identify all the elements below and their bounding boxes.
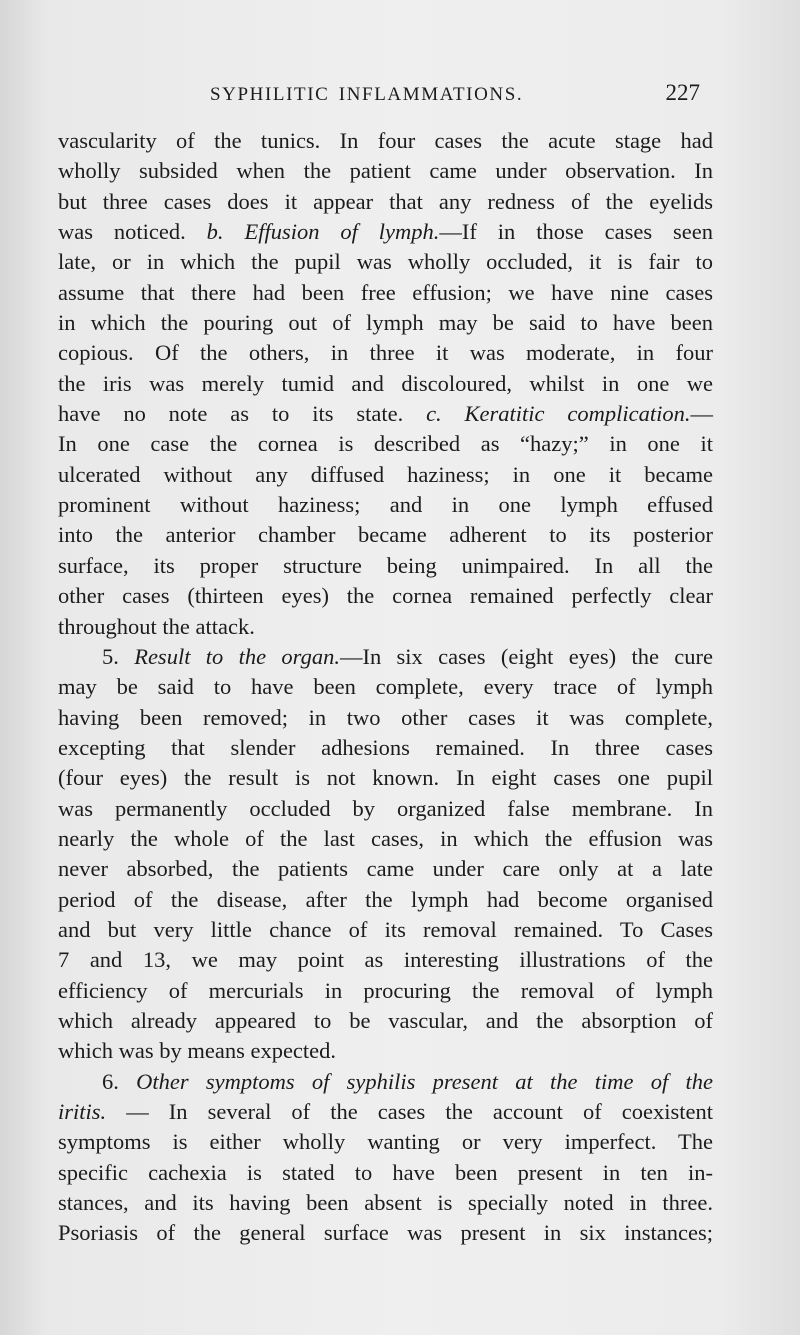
text-segment: have no note as to its state. bbox=[58, 401, 427, 427]
text-line bbox=[58, 399, 713, 429]
text-segment: period of the disease, after the lymph had become organised bbox=[58, 886, 713, 912]
text-segment: into the anterior chamber became adherent to its posterior bbox=[58, 522, 713, 548]
text-line bbox=[58, 976, 713, 1006]
text-line bbox=[58, 672, 713, 702]
text-segment: late, or in which the pupil was wholly occluded, it is fair to bbox=[58, 249, 713, 275]
text-segment: other cases (thirteen eyes) the cornea remained perfectly clear bbox=[58, 583, 713, 609]
text-segment: wholly subsided when the patient came under observation. In bbox=[58, 158, 713, 184]
text-segment: nearly the whole of the last cases, in which the effusion was bbox=[58, 825, 713, 851]
text-line bbox=[58, 1158, 713, 1188]
text-line bbox=[58, 1036, 713, 1066]
text-line bbox=[58, 1218, 713, 1248]
italic-text: Other symptoms of syphilis present at the time of the bbox=[136, 1068, 713, 1094]
text-line bbox=[58, 338, 713, 368]
text-segment: vascularity of the tunics. In four cases the acute stage had bbox=[58, 128, 713, 153]
text-segment: —In six cases (eight eyes) the cure bbox=[339, 643, 714, 669]
text-line bbox=[58, 945, 713, 975]
text-segment: having been removed; in two other cases it was complete, bbox=[58, 704, 713, 730]
text-line bbox=[58, 460, 713, 490]
text-line bbox=[58, 794, 713, 824]
text-line bbox=[58, 490, 713, 520]
text-line bbox=[58, 551, 713, 581]
text-line bbox=[58, 429, 713, 459]
text-segment: 6. bbox=[102, 1068, 137, 1094]
text-line bbox=[58, 824, 713, 854]
text-segment: — bbox=[690, 401, 713, 427]
text-segment: throughout the attack. bbox=[58, 613, 255, 639]
text-line bbox=[58, 520, 713, 550]
text-segment: was noticed. bbox=[58, 219, 207, 245]
text-segment: symptoms is either wholly wanting or very imperfect. The bbox=[58, 1129, 713, 1155]
text-line bbox=[58, 1067, 713, 1097]
text-segment: 7 and 13, we may point as interesting illustrations of the bbox=[58, 947, 713, 973]
text-line bbox=[58, 156, 713, 186]
text-line bbox=[58, 854, 713, 884]
running-title: SYPHILITIC INFLAMMATIONS. bbox=[210, 84, 524, 105]
text-line bbox=[58, 612, 713, 642]
text-line bbox=[58, 247, 713, 277]
text-line bbox=[58, 1127, 713, 1157]
text-line bbox=[58, 703, 713, 733]
text-segment: which already appeared to be vascular, and the absorption of bbox=[58, 1007, 713, 1033]
text-segment: — In several of the cases the account of coexistent bbox=[106, 1099, 713, 1124]
text-segment: Psoriasis of the general surface was present in six instances; bbox=[58, 1220, 713, 1246]
text-segment: —If in those cases seen bbox=[439, 219, 713, 245]
page-number: 227 bbox=[665, 80, 700, 105]
text-segment: which was by means expected. bbox=[58, 1038, 337, 1064]
text-segment: prominent without haziness; and in one lymph effused bbox=[58, 492, 713, 518]
text-line bbox=[58, 1188, 713, 1218]
text-segment: never absorbed, the patients came under care only at a late bbox=[58, 856, 713, 882]
text-segment: surface, its proper structure being unimpaired. In all the bbox=[58, 552, 713, 578]
text-segment: in which the pouring out of lymph may be said to have been bbox=[58, 310, 713, 336]
text-segment: but three cases does it appear that any redness of the eyelids bbox=[58, 188, 713, 214]
italic-text: b. Effusion of lymph. bbox=[206, 219, 440, 245]
text-line bbox=[58, 217, 713, 247]
text-line bbox=[58, 126, 713, 156]
text-segment: (four eyes) the result is not known. In eight cases one pupil bbox=[58, 765, 713, 791]
text-segment: assume that there had been free effusion; we have nine cases bbox=[58, 279, 713, 305]
text-segment: excepting that slender adhesions remained. In three cases bbox=[58, 734, 713, 760]
text-line bbox=[58, 369, 713, 399]
text-line bbox=[58, 642, 713, 672]
text-line bbox=[58, 915, 713, 945]
text-segment: stances, and its having been absent is specially noted in three. bbox=[58, 1190, 713, 1216]
italic-text: Result to the organ. bbox=[134, 643, 340, 669]
text-segment: and but very little chance of its removal remained. To Cases bbox=[58, 916, 713, 942]
text-segment: was permanently occluded by organized false membrane. In bbox=[58, 795, 713, 821]
text-segment: ulcerated without any diffused haziness; in one it became bbox=[58, 461, 713, 487]
running-head bbox=[60, 80, 700, 110]
text-line bbox=[58, 1097, 713, 1127]
text-segment: may be said to have been complete, every trace of lymph bbox=[58, 674, 713, 700]
text-segment: In one case the cornea is described as “hazy;” in one it bbox=[58, 431, 713, 457]
text-segment: efficiency of mercurials in procuring the removal of lymph bbox=[58, 977, 713, 1003]
body-text bbox=[58, 126, 713, 1249]
text-line bbox=[58, 885, 713, 915]
text-line bbox=[58, 1006, 713, 1036]
text-segment: specific cachexia is stated to have been present in ten in- bbox=[58, 1159, 713, 1185]
text-line bbox=[58, 733, 713, 763]
text-segment: 5. bbox=[102, 643, 135, 669]
text-line bbox=[58, 187, 713, 217]
text-segment: copious. Of the others, in three it was moderate, in four bbox=[58, 340, 713, 366]
text-line bbox=[58, 581, 713, 611]
text-line bbox=[58, 308, 713, 338]
text-line bbox=[58, 763, 713, 793]
italic-text: iritis. bbox=[58, 1099, 107, 1124]
text-line bbox=[58, 278, 713, 308]
italic-text: c. Keratitic complication. bbox=[426, 401, 691, 427]
text-segment: the iris was merely tumid and discoloured, whilst in one we bbox=[58, 370, 713, 396]
